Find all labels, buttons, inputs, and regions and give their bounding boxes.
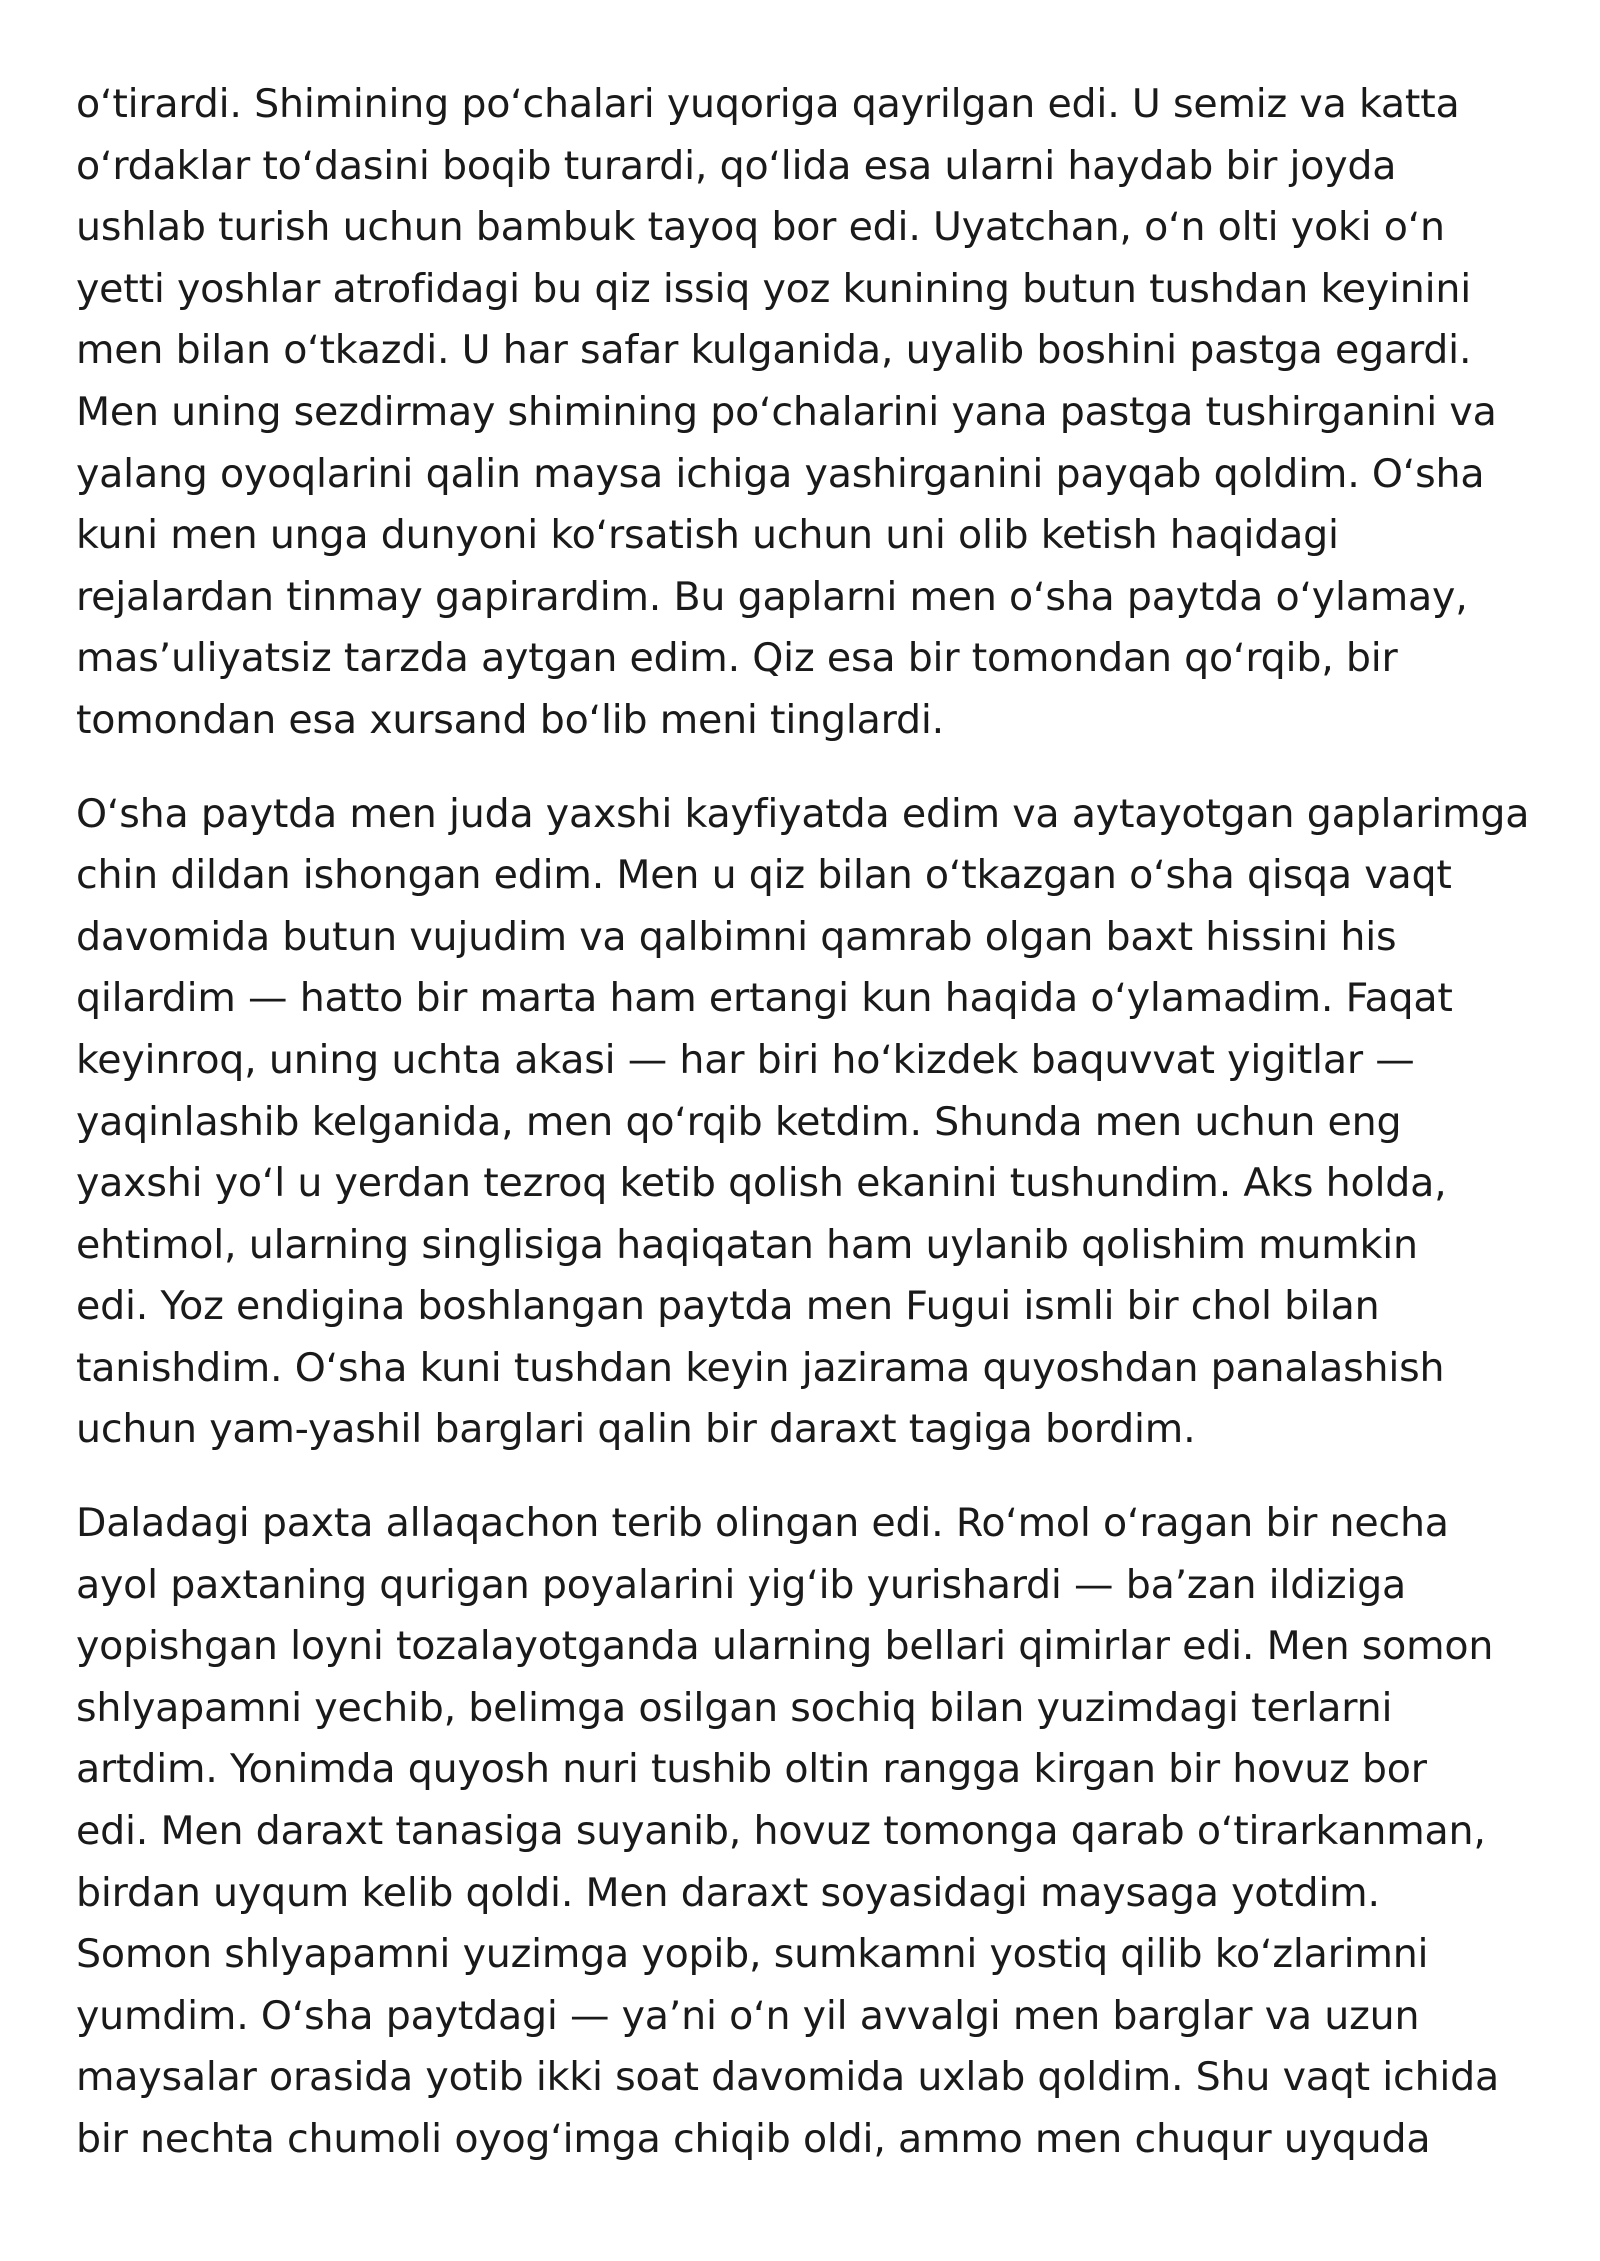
text-line: yaqinlashib kelganida, men qo‘rqib ketdim. Shunda men uchun eng — [76, 1098, 1402, 1145]
text-line: Somon shlyapamni yuzimga yopib, sumkamni yostiq qilib ko‘zlarimni — [76, 1931, 1429, 1978]
text-line: o‘rdaklar to‘dasini boqib turardi, qo‘lida esa ularni haydab bir joyda — [76, 142, 1397, 189]
text-line: keyinroq, uning uchta akasi — har biri ho‘kizdek baquvvat yigitlar — — [76, 1036, 1415, 1083]
text-line: men bilan o‘tkazdi. U har safar kulganida, uyalib boshini pastga egardi. — [76, 327, 1472, 374]
paragraph-2 — [76, 784, 1546, 1462]
paragraph-1 — [76, 74, 1546, 752]
text-line: yumdim. O‘sha paytdagi — ya’ni o‘n yil avvalgi men barglar va uzun — [76, 1992, 1420, 2039]
text-line: edi. Men daraxt tanasiga suyanib, hovuz tomonga qarab o‘tirarkanman, — [76, 1808, 1486, 1855]
text-line: shlyapamni yechib, belimga osilgan sochiq bilan yuzimdagi terlarni — [76, 1684, 1393, 1731]
text-line: uchun yam-yashil barglari qalin bir daraxt tagiga bordim. — [76, 1406, 1196, 1453]
text-line: o‘tirardi. Shimining po‘chalari yuqoriga qayrilgan edi. U semiz va katta — [76, 81, 1460, 127]
text-line: O‘sha paytda men juda yaxshi kayfiyatda edim va aytayotgan gaplarimga — [76, 790, 1530, 837]
text-line: bir nechta chumoli oyog‘imga chiqib oldi, ammo men chuqur uyquda — [76, 2116, 1431, 2162]
text-line: yalang oyoqlarini qalin maysa ichiga yashirganini payqab qoldim. O‘sha — [76, 450, 1485, 497]
text-line: birdan uyqum kelib qoldi. Men daraxt soyasidagi maysaga yotdim. — [76, 1869, 1380, 1916]
text-line: ayol paxtaning qurigan poyalarini yig‘ib yurishardi — ba’zan ildiziga — [76, 1561, 1407, 1608]
text-line: yopishgan loyni tozalayotganda ularning bellari qimirlar edi. Men somon — [76, 1623, 1494, 1670]
text-line: Men uning sezdirmay shimining po‘chalarini yana pastga tushirganini va — [76, 388, 1497, 435]
text-line: yaxshi yo‘l u yerdan tezroq ketib qolish ekanini tushundim. Aks holda, — [76, 1160, 1447, 1207]
text-line: qilardim — hatto bir marta ham ertangi kun haqida o‘ylamadim. Faqat — [76, 975, 1453, 1022]
text-line: yetti yoshlar atrofidagi bu qiz issiq yoz kunining butun tushdan keyinini — [76, 265, 1472, 312]
text-line: kuni men unga dunyoni ko‘rsatish uchun uni olib ketish haqidagi — [76, 512, 1339, 559]
text-line: artdim. Yonimda quyosh nuri tushib oltin rangga kirgan bir hovuz bor — [76, 1746, 1427, 1793]
text-line: ushlab turish uchun bambuk tayoq bor edi. Uyatchan, o‘n olti yoki o‘n — [76, 204, 1445, 251]
text-line: Daladagi paxta allaqachon terib olingan edi. Ro‘mol o‘ragan bir necha — [76, 1500, 1449, 1547]
paragraph-3 — [76, 1493, 1546, 2171]
text-line: chin dildan ishongan edim. Men u qiz bilan o‘tkazgan o‘sha qisqa vaqt — [76, 852, 1452, 899]
text-line: mas’uliyatsiz tarzda aytgan edim. Qiz esa bir tomondan qo‘rqib, bir — [76, 635, 1398, 682]
text-line: rejalardan tinmay gapirardim. Bu gaplarni men o‘sha paytda o‘ylamay, — [76, 573, 1468, 620]
text-line: davomida butun vujudim va qalbimni qamrab olgan baxt hissini his — [76, 913, 1397, 960]
text-line: tomondan esa xursand bo‘lib meni tinglardi. — [76, 696, 944, 743]
text-line: maysalar orasida yotib ikki soat davomida uxlab qoldim. Shu vaqt ichida — [76, 2054, 1500, 2101]
document-page — [76, 74, 1546, 2203]
text-line: tanishdim. O‘sha kuni tushdan keyin jazirama quyoshdan panalashish — [76, 1344, 1445, 1391]
text-line: edi. Yoz endigina boshlangan paytda men Fugui ismli bir chol bilan — [76, 1283, 1380, 1330]
text-line: ehtimol, ularning singlisiga haqiqatan ham uylanib qolishim mumkin — [76, 1221, 1418, 1268]
